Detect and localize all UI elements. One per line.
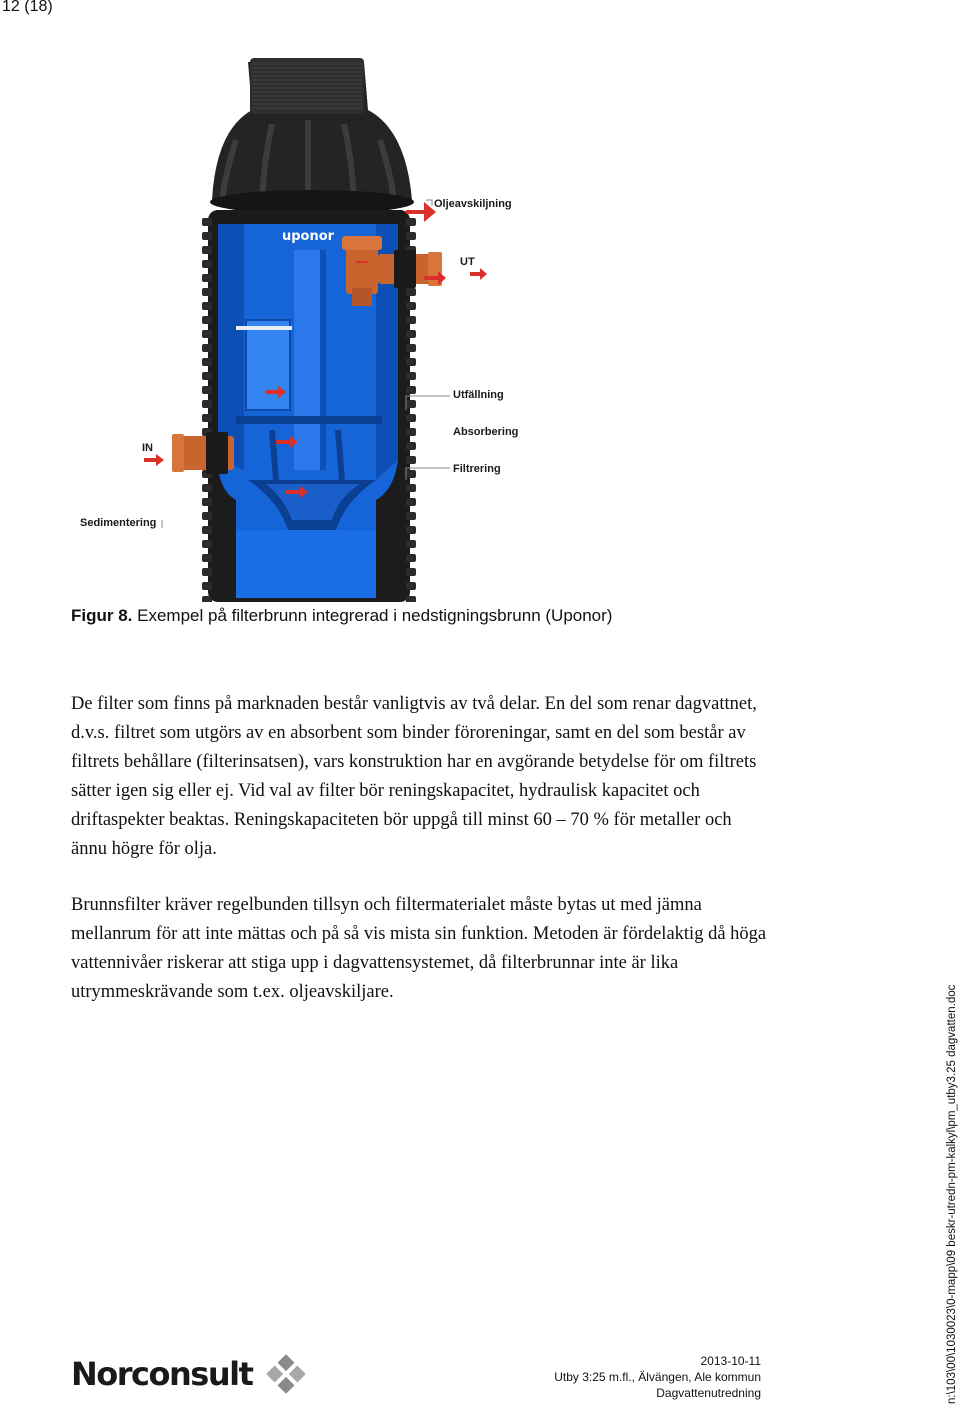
shell-rib (202, 218, 212, 226)
shell-rib (406, 288, 416, 296)
caption-text: Exempel på filterbrunn integrerad i nedstigningsbrunn (Uponor) (132, 606, 613, 625)
shell-rib (202, 344, 212, 352)
caption-number: Figur 8. (71, 606, 133, 625)
label-sedimentation: Sedimentering (80, 517, 157, 529)
filter-well-illustration (76, 50, 536, 602)
shell-rib (406, 484, 416, 492)
shell-rib (202, 386, 212, 394)
shell-rib (202, 498, 212, 506)
shell-rib (202, 526, 212, 534)
shell-rib (202, 554, 212, 562)
shell-rib (202, 512, 212, 520)
shell-rib (406, 358, 416, 366)
diamond-logo-icon (264, 1352, 308, 1396)
divider-shelf (236, 416, 382, 424)
shell-rib (406, 470, 416, 478)
shell-rib (202, 302, 212, 310)
shell-rib (406, 498, 416, 506)
label-oil-separation: Oljeavskiljning (434, 198, 512, 210)
shell-rib (406, 512, 416, 520)
norconsult-logo (71, 1352, 308, 1396)
shell-rib (202, 330, 212, 338)
label-outlet: UT (460, 256, 475, 268)
footer-date: 2013-10-11 (700, 1354, 761, 1368)
shell-rib (406, 428, 416, 436)
footer-project: Utby 3:25 m.fl., Älvängen, Ale kommun (554, 1370, 761, 1384)
logo-text: Norconsult (71, 1355, 253, 1393)
shell-rib (406, 456, 416, 464)
shell-rib (406, 554, 416, 562)
shell-rib (406, 596, 416, 602)
shell-rib (202, 358, 212, 366)
shell-rib (202, 484, 212, 492)
left-insert (246, 320, 290, 410)
shell-rib (406, 540, 416, 548)
shell-rib (406, 442, 416, 450)
tank-lid (214, 210, 404, 224)
shell-rib (202, 596, 212, 602)
figure-filter-well (76, 50, 536, 602)
footer-document: Dagvattenutredning (656, 1386, 761, 1400)
riser-pipe (250, 58, 364, 114)
shell-rib (202, 582, 212, 590)
shell-rib (406, 386, 416, 394)
shell-rib (406, 414, 416, 422)
shell-rib (202, 568, 212, 576)
shell-rib (406, 568, 416, 576)
shell-rib (202, 414, 212, 422)
brand-text: uponor (281, 229, 335, 244)
shell-rib (202, 400, 212, 408)
shell-rib (406, 526, 416, 534)
shell-rib (406, 344, 416, 352)
sediment-chamber (236, 530, 376, 598)
shell-rib (406, 372, 416, 380)
shell-rib (202, 232, 212, 240)
shell-rib (406, 400, 416, 408)
shell-rib (202, 372, 212, 380)
label-precipitation: Utfällning (453, 389, 504, 401)
shell-rib (202, 316, 212, 324)
shell-rib (202, 274, 212, 282)
center-column-edge (320, 250, 326, 470)
shell-rib (406, 302, 416, 310)
shell-rib (202, 260, 212, 268)
central-column (294, 250, 322, 470)
page-number: 12 (18) (2, 0, 53, 15)
inlet-pipe (172, 432, 234, 474)
shell-rib (202, 288, 212, 296)
file-path-vertical: n:\103\00\1030023\0-mapp\09 beskr-utredn-pm-kalkyl\pm_utby3.25 dagvatten.doc (946, 984, 958, 1404)
shell-rib (406, 582, 416, 590)
footer-info (554, 1353, 761, 1401)
left-insert-top (236, 326, 292, 330)
figure-caption (71, 606, 612, 626)
label-absorption: Absorbering (453, 426, 519, 438)
shell-rib (406, 330, 416, 338)
shell-rib (406, 316, 416, 324)
label-inlet: IN (142, 442, 153, 454)
shell-rib (406, 218, 416, 226)
body-paragraph-1: De filter som finns på marknaden består vanligtvis av två delar. En del som renar dagvattnet, d.v.s. filtret som utgörs av en absorbent som binder föroreningar, samt en del som består av filtrets behållare (filterinsatsen), vars konstruktion har en avgörande betydelse för om filtrets sätter igen sig eller ej. Vid val av filter bör reningskapacitet, hydraulisk kapacitet och driftaspekter beaktas. Reningskapaciteten bör uppgå till minst 60 – 70 % för metaller och ännu högre för olja. (71, 694, 757, 859)
shell-rib (202, 246, 212, 254)
label-filtration: Filtrering (453, 463, 501, 475)
shell-rib (202, 540, 212, 548)
shell-rib (406, 232, 416, 240)
body-paragraph-2: Brunnsfilter kräver regelbunden tillsyn och filtermaterialet måste bytas ut med jämna mellanrum för att inte mättas och på så vis mista sin funktion. Metoden är fördelaktig då höga vattennivåer riskerar att stiga upp i dagvattensystemet, då filterbrunnar inte är lika utrymmeskrävande som t.ex. oljeavskiljare. (71, 895, 767, 1002)
